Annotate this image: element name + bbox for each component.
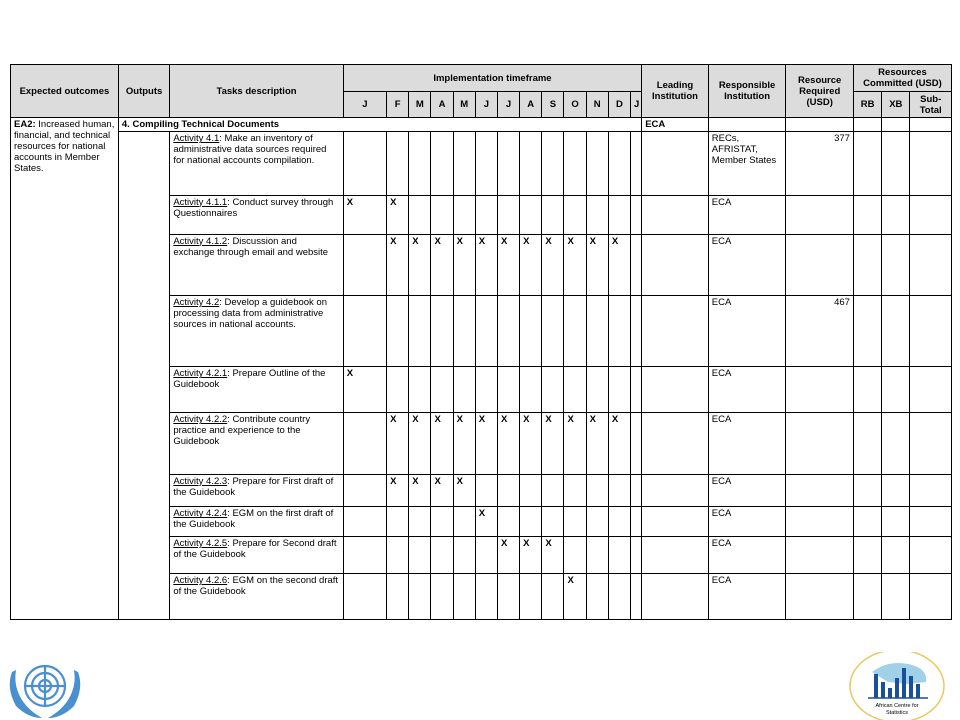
resource-required: 377 [786,132,854,195]
output-title: 4. Compiling Technical Documents [118,118,641,132]
timeframe-mark [520,573,542,619]
timeframe-mark: X [520,413,542,474]
resource-required [786,573,854,619]
resource-required: 467 [786,295,854,367]
resource-required [786,413,854,474]
rb-cell [853,573,881,619]
activity-text: : Develop a guidebook on processing data from administrative sources in national accounts. [173,296,327,330]
timeframe-mark [475,537,497,574]
responsible-institution: ECA [708,195,786,234]
resource-required [786,234,854,295]
activity-text: : Prepare for First draft of the Guidebook [173,475,334,498]
timeframe-mark: X [453,234,475,295]
subtotal-cell [910,367,952,413]
month-header: M [453,92,475,118]
timeframe-mark [387,295,409,367]
task-description [170,367,343,413]
month-header: J [497,92,519,118]
header-implementation-timeframe: Implementation timeframe [343,65,641,92]
header-resource-required: Resource Required (USD) [786,65,854,118]
xb-cell [882,507,910,537]
un-emblem-logo [2,652,88,720]
month-header: O [564,92,586,118]
timeframe-mark [343,413,386,474]
timeframe-mark [631,132,642,195]
timeframe-mark: X [520,234,542,295]
timeframe-mark [387,507,409,537]
responsible-institution: ECA [708,413,786,474]
leading-institution-value: ECA [642,118,709,132]
month-header: D [608,92,630,118]
timeframe-mark: X [475,507,497,537]
timeframe-mark [431,537,453,574]
header-xb: XB [882,92,910,118]
activity-name: Activity 4.2.3 [173,475,228,487]
timeframe-mark [343,537,386,574]
activity-name: Activity 4.1.2 [173,235,228,247]
resource-required [786,367,854,413]
timeframe-mark [497,474,519,507]
timeframe-mark [631,195,642,234]
work-plan-table [10,64,952,620]
timeframe-mark [497,295,519,367]
timeframe-mark [497,573,519,619]
timeframe-mark [542,367,564,413]
timeframe-mark [608,195,630,234]
timeframe-mark [497,367,519,413]
timeframe-mark [497,507,519,537]
leading-institution-cell [642,537,709,574]
leading-institution-cell [642,295,709,367]
activity-text: : EGM on the first draft of the Guidebook [173,508,334,531]
activity-text: : Conduct survey through Questionnaires [173,196,334,219]
month-header: A [520,92,542,118]
timeframe-mark [586,507,608,537]
expected-outcome-text: Increased human, financial, and technical resources for national accounts in Member States. [14,119,115,174]
timeframe-mark: X [431,474,453,507]
timeframe-mark: X [387,195,409,234]
month-header: J [631,92,642,118]
timeframe-mark [475,474,497,507]
subtotal-cell [910,573,952,619]
timeframe-mark: X [409,234,431,295]
timeframe-mark [431,573,453,619]
header-responsible-institution: Responsible Institution [708,65,786,118]
header-resources-committed: Resources Committed (USD) [853,65,951,92]
activity-name: Activity 4.2 [173,296,220,308]
timeframe-mark [520,132,542,195]
timeframe-mark [542,295,564,367]
subtotal-cell [910,537,952,574]
timeframe-mark [520,195,542,234]
responsible-institution: ECA [708,367,786,413]
timeframe-mark: X [564,573,586,619]
month-header: J [343,92,386,118]
xb-cell [882,132,910,195]
subtotal-cell [910,507,952,537]
timeframe-mark [453,195,475,234]
resource-required [786,507,854,537]
task-description [170,295,343,367]
timeframe-mark [387,132,409,195]
header-subtotal: Sub-Total [910,92,952,118]
timeframe-mark: X [542,234,564,295]
timeframe-mark [343,234,386,295]
timeframe-mark [475,573,497,619]
activity-row [11,132,952,195]
responsible-institution: ECA [708,573,786,619]
rb-cell [853,507,881,537]
timeframe-mark [409,537,431,574]
timeframe-mark [542,573,564,619]
header-leading-institution: Leading Institution [642,65,709,118]
timeframe-mark [409,295,431,367]
subtotal-cell [910,234,952,295]
timeframe-mark: X [497,234,519,295]
task-description [170,413,343,474]
timeframe-mark: X [453,413,475,474]
timeframe-mark [343,573,386,619]
timeframe-mark: X [387,474,409,507]
subtotal-cell [910,413,952,474]
leading-institution-cell [642,195,709,234]
resource-required [786,537,854,574]
timeframe-mark [387,367,409,413]
month-header: J [475,92,497,118]
leading-institution-cell [642,413,709,474]
timeframe-mark [387,537,409,574]
rb-cell [853,195,881,234]
xb-cell [882,413,910,474]
timeframe-mark [343,295,386,367]
timeframe-mark: X [608,234,630,295]
month-header: F [387,92,409,118]
activity-text: : Prepare for Second draft of the Guidebook [173,538,337,561]
timeframe-mark [542,474,564,507]
subtotal-cell [910,474,952,507]
timeframe-mark: X [453,474,475,507]
timeframe-mark [631,507,642,537]
xb-cell [882,573,910,619]
activity-name: Activity 4.2.4 [173,508,228,520]
rb-cell [853,474,881,507]
task-description [170,234,343,295]
responsible-institution: ECA [708,234,786,295]
timeframe-mark [631,295,642,367]
timeframe-mark [387,573,409,619]
timeframe-mark [475,195,497,234]
timeframe-mark [453,573,475,619]
timeframe-mark [431,367,453,413]
subtotal-cell [910,295,952,367]
responsible-institution: ECA [708,474,786,507]
timeframe-mark: X [520,537,542,574]
expected-outcome-code: EA2: [14,119,36,130]
responsible-institution: RECs, AFRISTAT, Member States [708,132,786,195]
timeframe-mark [586,195,608,234]
timeframe-mark: X [542,537,564,574]
header-expected-outcomes: Expected outcomes [11,65,119,118]
timeframe-mark: X [475,413,497,474]
timeframe-mark [586,573,608,619]
subtotal-cell [910,132,952,195]
leading-institution-cell [642,573,709,619]
output-cell [118,132,169,620]
timeframe-mark: X [497,537,519,574]
timeframe-mark: X [586,234,608,295]
timeframe-mark: X [387,234,409,295]
timeframe-mark [586,537,608,574]
timeframe-mark [608,537,630,574]
activity-name: Activity 4.2.2 [173,414,228,426]
timeframe-mark [343,474,386,507]
timeframe-mark [409,507,431,537]
timeframe-mark [564,474,586,507]
timeframe-mark [542,507,564,537]
timeframe-mark [564,132,586,195]
task-description [170,573,343,619]
timeframe-mark: X [343,367,386,413]
timeframe-mark [431,132,453,195]
timeframe-mark [475,132,497,195]
responsible-institution: ECA [708,507,786,537]
timeframe-mark [631,474,642,507]
rb-cell [853,367,881,413]
timeframe-mark [520,474,542,507]
activity-name: Activity 4.2.5 [173,538,228,550]
xb-cell [882,537,910,574]
timeframe-mark [520,295,542,367]
timeframe-mark [497,132,519,195]
timeframe-mark: X [475,234,497,295]
activity-text: : Make an inventory of administrative data sources required for national accounts compilation. [173,133,327,167]
activity-name: Activity 4.1 [173,133,220,145]
timeframe-mark [475,367,497,413]
timeframe-mark: X [586,413,608,474]
timeframe-mark [608,507,630,537]
timeframe-mark [453,132,475,195]
timeframe-mark [520,367,542,413]
acs-logo [848,652,946,720]
timeframe-mark [608,132,630,195]
timeframe-mark: X [497,413,519,474]
xb-cell [882,234,910,295]
timeframe-mark [564,537,586,574]
activity-text: : Contribute country practice and experience to the Guidebook [173,414,311,448]
timeframe-mark [409,367,431,413]
rb-cell [853,234,881,295]
xb-cell [882,474,910,507]
acs-logo-text-line1: African Centre for [875,703,919,709]
leading-institution-cell [642,474,709,507]
xb-cell [882,295,910,367]
timeframe-mark [564,195,586,234]
timeframe-mark [343,507,386,537]
timeframe-mark [631,537,642,574]
timeframe-mark [586,367,608,413]
timeframe-mark [608,367,630,413]
acs-logo-text-line2: Statistics [885,710,909,716]
task-description [170,474,343,507]
timeframe-mark: X [343,195,386,234]
timeframe-mark [564,507,586,537]
leading-institution-cell [642,507,709,537]
timeframe-mark: X [431,413,453,474]
timeframe-mark [453,507,475,537]
subtotal-cell [910,195,952,234]
timeframe-mark [564,295,586,367]
month-header: A [431,92,453,118]
rb-cell [853,132,881,195]
timeframe-mark [586,474,608,507]
activity-text: : EGM on the second draft of the Guidebook [173,574,339,597]
timeframe-mark [343,132,386,195]
xb-cell [882,195,910,234]
leading-institution-cell [642,132,709,195]
section-row [11,118,952,132]
responsible-institution: ECA [708,537,786,574]
xb-cell [882,367,910,413]
timeframe-mark [542,132,564,195]
month-header: M [409,92,431,118]
activity-name: Activity 4.1.1 [173,196,228,208]
timeframe-mark [586,295,608,367]
timeframe-mark: X [431,234,453,295]
timeframe-mark [631,573,642,619]
timeframe-mark: X [564,234,586,295]
timeframe-mark [608,573,630,619]
timeframe-mark: X [409,474,431,507]
timeframe-mark [453,537,475,574]
month-header: N [586,92,608,118]
rb-cell [853,413,881,474]
timeframe-mark [475,295,497,367]
responsible-institution: ECA [708,295,786,367]
task-description [170,132,343,195]
timeframe-mark: X [564,413,586,474]
month-header: S [542,92,564,118]
timeframe-mark [631,234,642,295]
timeframe-mark [453,295,475,367]
activity-name: Activity 4.2.1 [173,368,228,380]
timeframe-mark [431,295,453,367]
timeframe-mark [431,195,453,234]
header-outputs: Outputs [118,65,169,118]
timeframe-mark [564,367,586,413]
timeframe-mark [520,507,542,537]
timeframe-mark [608,474,630,507]
timeframe-mark [631,367,642,413]
timeframe-mark [453,367,475,413]
rb-cell [853,295,881,367]
activity-text: : Discussion and exchange through email and website [173,235,329,258]
resource-required [786,195,854,234]
timeframe-mark [409,132,431,195]
timeframe-mark [608,295,630,367]
rb-cell [853,537,881,574]
timeframe-mark: X [542,413,564,474]
leading-institution-cell [642,367,709,413]
activity-name: Activity 4.2.6 [173,574,228,586]
timeframe-mark [409,573,431,619]
timeframe-mark [431,507,453,537]
leading-institution-cell [642,234,709,295]
task-description [170,537,343,574]
timeframe-mark [586,132,608,195]
timeframe-mark [409,195,431,234]
timeframe-mark: X [409,413,431,474]
timeframe-mark: X [608,413,630,474]
timeframe-mark [542,195,564,234]
expected-outcome-cell [11,118,119,620]
timeframe-mark [497,195,519,234]
header-rb: RB [853,92,881,118]
task-description [170,195,343,234]
task-description [170,507,343,537]
header-tasks-description: Tasks description [170,65,343,118]
resource-required [786,474,854,507]
activity-text: : Prepare Outline of the Guidebook [173,368,326,391]
timeframe-mark: X [387,413,409,474]
timeframe-mark [631,413,642,474]
